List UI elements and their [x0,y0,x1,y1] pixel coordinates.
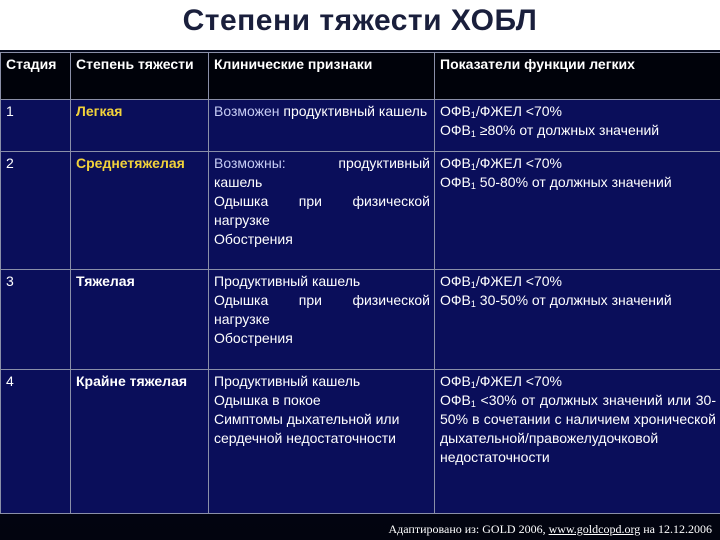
header-severity: Степень тяжести [71,53,209,100]
table-row [1,152,720,270]
header-stage: Стадия [1,53,71,100]
function-line [440,391,716,467]
clinical-cell [209,152,435,270]
clinical-cell [209,100,435,152]
function-line [440,372,716,391]
fev-label: ОФВ [440,155,471,171]
function-line [440,272,716,291]
fev-label: ОФВ [440,122,471,138]
table-header-row [1,53,720,100]
function-cell [435,152,720,270]
clinical-line: Одышка при физической нагрузке [214,193,430,228]
function-value: /ФЖЕЛ <70% [475,373,562,389]
clinical-prefix: Возможны: [214,155,286,171]
function-value: /ФЖЕЛ <70% [475,273,562,289]
clinical-prefix: Возможен [214,103,280,119]
function-line [440,102,716,121]
function-line [440,121,716,140]
function-value: 30-50% от должных значений [475,292,672,308]
clinical-line: Обострения [214,231,293,247]
severity-cell: Легкая [71,100,209,152]
gold-link[interactable]: www.goldcopd.org [548,522,641,536]
function-cell [435,370,720,514]
fev-label: ОФВ [440,273,471,289]
fev-label: ОФВ [440,392,471,408]
clinical-line: Продуктивный кашель [214,273,361,289]
function-value: /ФЖЕЛ <70% [475,155,562,171]
footer-prefix: Адаптировано из: GOLD 2006, [388,522,549,536]
stage-cell: 2 [1,152,71,270]
severity-cell: Среднетяжелая [71,152,209,270]
table-row [1,100,720,152]
clinical-line: Симптомы дыхательной или сердечной недостаточности [214,411,400,446]
function-value: /ФЖЕЛ <70% [475,103,562,119]
severity-cell: Тяжелая [71,270,209,370]
table-row [1,370,720,514]
clinical-line: Продуктивный кашель [214,373,361,389]
function-value: 50-80% от должных значений [475,174,672,190]
severity-cell: Крайне тяжелая [71,370,209,514]
fev-subscript: 1 [470,129,476,139]
header-function: Показатели функции легких [435,53,720,100]
clinical-text: продуктивный кашель [214,155,430,190]
function-cell [435,270,720,370]
fev-subscript: 1 [470,280,476,290]
function-line [440,154,716,173]
fev-label: ОФВ [440,373,471,389]
clinical-line: Одышка при физической нагрузке [214,292,430,327]
fev-label: ОФВ [440,103,471,119]
clinical-cell [209,370,435,514]
footer-suffix: на 12.12.2006 [640,522,712,536]
function-value: <30% от должных значений или 30-50% в сочетании с наличием хронической дыхательной/правожелудочковой недостаточности [440,392,716,465]
fev-subscript: 1 [470,399,476,409]
table-row [1,270,720,370]
stage-cell: 1 [1,100,71,152]
function-cell [435,100,720,152]
clinical-cell [209,270,435,370]
slide-title: Степени тяжести ХОБЛ [182,4,538,37]
fev-subscript: 1 [470,162,476,172]
clinical-line [214,154,430,192]
fev-label: ОФВ [440,292,471,308]
fev-subscript: 1 [470,380,476,390]
function-line [440,291,716,310]
clinical-text: продуктивный кашель [283,103,428,119]
stage-cell: 4 [1,370,71,514]
fev-label: ОФВ [440,174,471,190]
function-line [440,173,716,192]
fev-subscript: 1 [470,110,476,120]
fev-subscript: 1 [470,299,476,309]
header-clinical: Клинические признаки [209,53,435,100]
fev-subscript: 1 [470,181,476,191]
function-value: ≥80% от должных значений [475,122,660,138]
clinical-line: Одышка в покое [214,392,321,408]
clinical-line: Обострения [214,330,293,346]
copd-severity-table [0,52,720,514]
stage-cell: 3 [1,270,71,370]
source-footer [388,522,712,537]
